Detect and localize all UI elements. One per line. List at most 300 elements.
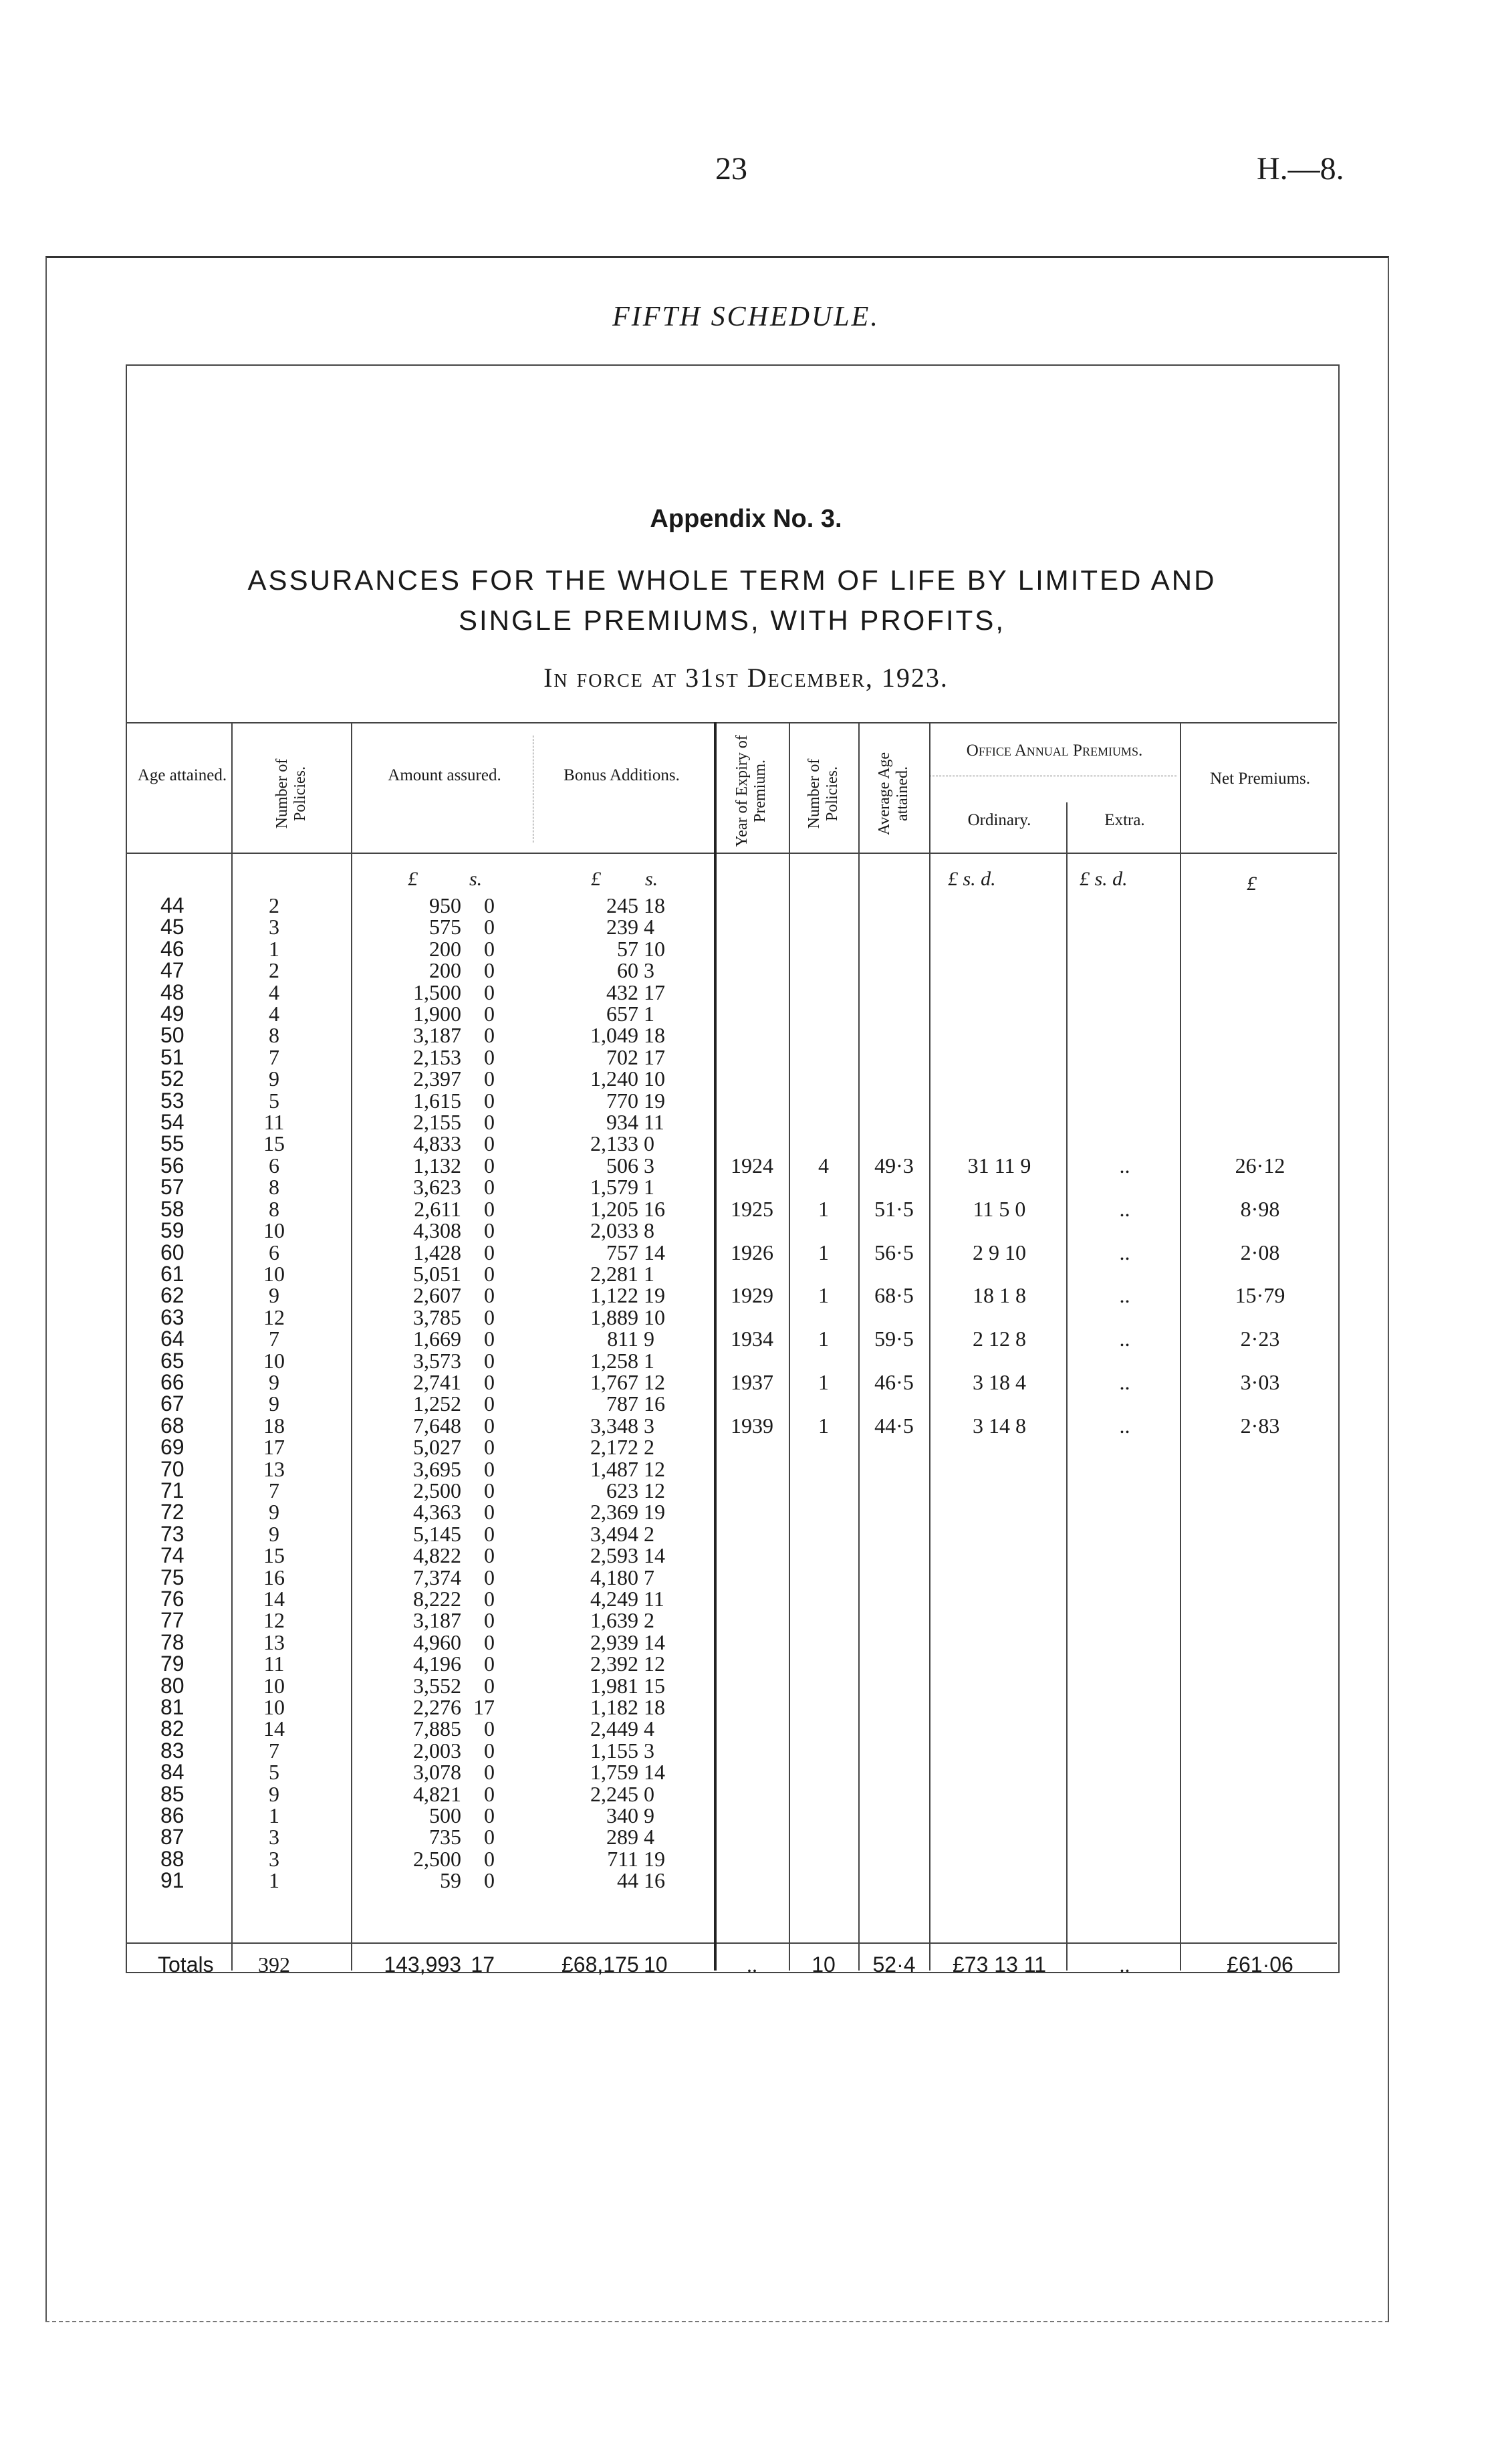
amount-cell: 3,187 [413, 1608, 461, 1633]
table-row [0, 1761, 1492, 1783]
table-row [0, 1825, 1492, 1850]
year-expiry-cell: 1925 [731, 1196, 773, 1221]
bonus-shillings-cell: 1 [644, 1175, 654, 1200]
amount-cell: 4,821 [413, 1781, 461, 1806]
policies-cell: 1 [818, 1283, 829, 1308]
amount-cell: 2,611 [414, 1196, 461, 1221]
bonus-shillings-cell: 1 [644, 1348, 654, 1373]
unit-net: £ [1247, 873, 1257, 895]
bonus-shillings-cell: 16 [644, 1868, 665, 1893]
num-policies-cell: 11 [263, 1110, 285, 1135]
amount-shillings-cell: 0 [484, 1846, 495, 1871]
totals-year: .. [747, 1952, 757, 1977]
bonus-cell: 2,281 [590, 1261, 638, 1286]
num-policies-cell: 10 [263, 1695, 285, 1720]
age-cell: 81 [160, 1695, 184, 1720]
amount-cell: 5,145 [413, 1521, 461, 1546]
amount-cell: 735 [429, 1825, 461, 1850]
appendix-heading: Appendix No. 3. [650, 505, 842, 533]
amount-cell: 1,132 [413, 1153, 461, 1178]
num-policies-cell: 9 [269, 1521, 279, 1546]
num-policies-cell: 8 [269, 1175, 279, 1200]
avg-age-cell: 49·3 [874, 1153, 914, 1178]
age-cell: 78 [160, 1630, 184, 1654]
bonus-cell: 4,180 [590, 1565, 638, 1589]
table-row [0, 1307, 1492, 1328]
amount-cell: 2,153 [413, 1044, 461, 1069]
bonus-cell: 289 [606, 1825, 638, 1850]
amount-shillings-cell: 0 [484, 1435, 495, 1460]
age-cell: 55 [160, 1131, 184, 1156]
table-row [0, 1242, 1492, 1263]
amount-cell: 1,900 [413, 1002, 461, 1026]
table-row [0, 960, 1492, 981]
age-cell: 88 [160, 1846, 184, 1871]
age-cell: 82 [160, 1716, 184, 1741]
bonus-shillings-cell: 11 [644, 1587, 664, 1611]
amount-cell: 3,552 [413, 1673, 461, 1698]
totals-net: £61·06 [1227, 1952, 1293, 1977]
totals-policies: 10 [812, 1952, 836, 1977]
bonus-shillings-cell: 18 [644, 1023, 665, 1048]
bonus-shillings-cell: 17 [644, 980, 665, 1004]
num-policies-cell: 4 [269, 980, 279, 1004]
table-row [0, 916, 1492, 937]
bonus-cell: 1,981 [590, 1673, 638, 1698]
num-policies-cell: 5 [269, 1088, 279, 1113]
age-cell: 54 [160, 1110, 184, 1135]
num-policies-cell: 1 [269, 936, 279, 961]
amount-shillings-cell: 0 [484, 1781, 495, 1806]
bonus-shillings-cell: 14 [644, 1630, 665, 1654]
header-ordinary: Ordinary. [967, 811, 1031, 829]
amount-shillings-cell: 0 [484, 1456, 495, 1481]
bonus-cell: 934 [606, 1110, 638, 1135]
bonus-cell: 3,494 [590, 1521, 638, 1546]
net-premium-cell: 2·23 [1240, 1327, 1280, 1351]
amount-shillings-cell: 0 [484, 1521, 495, 1546]
bonus-cell: 2,245 [590, 1781, 638, 1806]
totals-amount-shillings: 17 [471, 1952, 495, 1977]
net-premium-cell: 2·08 [1240, 1240, 1280, 1264]
bonus-shillings-cell: 14 [644, 1543, 665, 1568]
bonus-shillings-cell: 19 [644, 1500, 665, 1525]
unit-extra: £ s. d. [1080, 868, 1128, 890]
age-cell: 74 [160, 1543, 184, 1568]
in-force-date: In force at 31st December, 1923. [543, 663, 949, 693]
table-row [0, 1024, 1492, 1046]
table-row [0, 1350, 1492, 1371]
year-expiry-cell: 1929 [731, 1283, 773, 1308]
amount-shillings-cell: 0 [484, 958, 495, 983]
table-row [0, 1133, 1492, 1154]
extra-premium-cell: .. [1119, 1240, 1130, 1264]
age-cell: 71 [160, 1478, 184, 1502]
bonus-shillings-cell: 7 [644, 1565, 654, 1589]
num-policies-cell: 18 [263, 1413, 285, 1438]
table-row [0, 1393, 1492, 1414]
bonus-cell: 1,487 [590, 1456, 638, 1481]
amount-shillings-cell: 0 [484, 1565, 495, 1589]
ordinary-premium-cell: 2 12 8 [973, 1327, 1026, 1351]
ordinary-premium-cell: 18 1 8 [973, 1283, 1026, 1308]
header-bonus: Bonus Additions. [564, 766, 680, 784]
table-row [0, 1198, 1492, 1220]
bonus-cell: 1,049 [590, 1023, 638, 1048]
year-expiry-cell: 1926 [731, 1240, 773, 1264]
bonus-shillings-cell: 1 [644, 1002, 654, 1026]
age-cell: 52 [160, 1067, 184, 1091]
amount-cell: 4,363 [413, 1500, 461, 1525]
header-net: Net Premiums. [1210, 770, 1310, 788]
bonus-shillings-cell: 10 [644, 1067, 665, 1091]
bonus-cell: 702 [606, 1044, 638, 1069]
age-cell: 79 [160, 1652, 184, 1676]
amount-cell: 3,623 [413, 1175, 461, 1200]
bonus-shillings-cell: 11 [644, 1110, 664, 1135]
bonus-shillings-cell: 12 [644, 1369, 665, 1394]
bonus-shillings-cell: 2 [644, 1521, 654, 1546]
bonus-cell: 1,182 [590, 1695, 638, 1720]
table-row [0, 1567, 1492, 1588]
amount-cell: 1,500 [413, 980, 461, 1004]
amount-shillings-cell: 0 [484, 1825, 495, 1850]
bonus-shillings-cell: 3 [644, 1413, 654, 1438]
bonus-cell: 1,155 [590, 1738, 638, 1763]
paper-reference: H.—8. [1257, 151, 1344, 187]
amount-cell: 1,252 [413, 1391, 461, 1416]
amount-shillings-cell: 0 [484, 936, 495, 961]
bonus-shillings-cell: 12 [644, 1456, 665, 1481]
num-policies-cell: 6 [269, 1153, 279, 1178]
bonus-shillings-cell: 4 [644, 1825, 654, 1850]
year-expiry-cell: 1924 [731, 1153, 773, 1178]
amount-shillings-cell: 0 [484, 1131, 495, 1156]
amount-shillings-cell: 0 [484, 1608, 495, 1633]
extra-premium-cell: .. [1119, 1413, 1130, 1438]
bonus-shillings-cell: 8 [644, 1218, 654, 1243]
ordinary-premium-cell: 31 11 9 [967, 1153, 1031, 1178]
amount-shillings-cell: 0 [484, 1543, 495, 1568]
table-row [0, 1783, 1492, 1805]
num-policies-cell: 3 [269, 1825, 279, 1850]
amount-cell: 3,187 [413, 1023, 461, 1048]
age-cell: 64 [160, 1327, 184, 1351]
age-cell: 72 [160, 1500, 184, 1525]
year-expiry-cell: 1934 [731, 1327, 773, 1351]
header-avg-age: Average Age attained. [876, 752, 911, 836]
num-policies-cell: 1 [269, 1868, 279, 1893]
table-row [0, 1545, 1492, 1566]
bonus-cell: 1,767 [590, 1369, 638, 1394]
policies-cell: 1 [818, 1369, 829, 1394]
amount-cell: 3,573 [413, 1348, 461, 1373]
bonus-cell: 340 [606, 1803, 638, 1828]
amount-shillings-cell: 0 [484, 915, 495, 939]
num-policies-cell: 5 [269, 1760, 279, 1785]
num-policies-cell: 9 [269, 1781, 279, 1806]
policies-cell: 1 [818, 1240, 829, 1264]
amount-cell: 200 [429, 936, 461, 961]
age-cell: 61 [160, 1261, 184, 1286]
amount-shillings-cell: 0 [484, 1305, 495, 1329]
amount-shillings-cell: 0 [484, 1153, 495, 1178]
avg-age-cell: 44·5 [874, 1413, 914, 1438]
amount-cell: 200 [429, 958, 461, 983]
bonus-shillings-cell: 0 [644, 1131, 654, 1156]
totals-row [0, 1952, 1492, 1979]
num-policies-cell: 9 [269, 1283, 279, 1308]
num-policies-cell: 11 [263, 1652, 285, 1676]
amount-shillings-cell: 0 [484, 1587, 495, 1611]
year-expiry-cell: 1937 [731, 1369, 773, 1394]
bonus-shillings-cell: 19 [644, 1283, 665, 1308]
amount-cell: 7,885 [413, 1716, 461, 1741]
num-policies-cell: 12 [263, 1608, 285, 1633]
age-cell: 84 [160, 1760, 184, 1785]
bonus-cell: 1,258 [590, 1348, 638, 1373]
amount-cell: 2,276 [413, 1695, 461, 1720]
num-policies-cell: 7 [269, 1738, 279, 1763]
bonus-cell: 623 [606, 1478, 638, 1502]
table-row [0, 1609, 1492, 1631]
age-cell: 62 [160, 1283, 184, 1308]
table-row [0, 1870, 1492, 1891]
bonus-cell: 1,579 [590, 1175, 638, 1200]
age-cell: 53 [160, 1088, 184, 1113]
table-row [0, 1805, 1492, 1826]
bonus-shillings-cell: 9 [644, 1327, 654, 1351]
bonus-cell: 4,249 [590, 1587, 638, 1611]
unit-amount-pounds: £ [408, 868, 418, 890]
age-cell: 65 [160, 1348, 184, 1373]
num-policies-cell: 2 [269, 893, 279, 917]
amount-cell: 8,222 [413, 1587, 461, 1611]
age-cell: 86 [160, 1803, 184, 1828]
bonus-cell: 1,889 [590, 1305, 638, 1329]
bonus-cell: 787 [606, 1391, 638, 1416]
table-row [0, 1090, 1492, 1111]
amount-shillings-cell: 0 [484, 1478, 495, 1502]
table-row [0, 1176, 1492, 1198]
amount-cell: 2,741 [413, 1369, 461, 1394]
amount-cell: 4,960 [413, 1630, 461, 1654]
bonus-cell: 1,639 [590, 1608, 638, 1633]
header-year-expiry: Year of Expiry of Premium. [733, 735, 769, 847]
table-row [0, 1675, 1492, 1696]
amount-shillings-cell: 0 [484, 1738, 495, 1763]
bonus-cell: 1,759 [590, 1760, 638, 1785]
bonus-shillings-cell: 3 [644, 1738, 654, 1763]
amount-shillings-cell: 0 [484, 1067, 495, 1091]
num-policies-cell: 3 [269, 915, 279, 939]
bonus-cell: 1,205 [590, 1196, 638, 1221]
bonus-cell: 44 [617, 1868, 638, 1893]
net-premium-cell: 2·83 [1240, 1413, 1280, 1438]
amount-cell: 4,822 [413, 1543, 461, 1568]
age-cell: 45 [160, 915, 184, 939]
num-policies-cell: 15 [263, 1131, 285, 1156]
age-cell: 48 [160, 980, 184, 1004]
header-num-policies-2: Number of Policies. [805, 758, 841, 829]
ordinary-premium-cell: 3 18 4 [973, 1369, 1026, 1394]
amount-shillings-cell: 0 [484, 1261, 495, 1286]
age-cell: 46 [160, 936, 184, 961]
table-row [0, 1155, 1492, 1176]
schedule-title: FIFTH SCHEDULE. [612, 302, 880, 332]
extra-premium-cell: .. [1119, 1283, 1130, 1308]
table-row [0, 1588, 1492, 1609]
amount-cell: 950 [429, 893, 461, 917]
amount-shillings-cell: 0 [484, 1327, 495, 1351]
amount-shillings-cell: 0 [484, 1044, 495, 1069]
table-row [0, 1436, 1492, 1458]
num-policies-cell: 15 [263, 1543, 285, 1568]
table-body [0, 895, 1492, 1892]
policies-cell: 1 [818, 1413, 829, 1438]
bonus-shillings-cell: 18 [644, 893, 665, 917]
extra-premium-cell: .. [1119, 1369, 1130, 1394]
amount-shillings-cell: 0 [484, 1240, 495, 1264]
extra-premium-cell: .. [1119, 1153, 1130, 1178]
bonus-cell: 239 [606, 915, 638, 939]
table-row [0, 1111, 1492, 1133]
age-cell: 66 [160, 1369, 184, 1394]
totals-amount: 143,993 [384, 1952, 461, 1977]
unit-bonus-pounds: £ [591, 868, 601, 890]
amount-cell: 2,500 [413, 1846, 461, 1871]
num-policies-cell: 14 [263, 1716, 285, 1741]
bonus-shillings-cell: 10 [644, 936, 665, 961]
num-policies-cell: 16 [263, 1565, 285, 1589]
bonus-cell: 506 [606, 1153, 638, 1178]
amount-cell: 1,428 [413, 1240, 461, 1264]
bonus-shillings-cell: 19 [644, 1846, 665, 1871]
age-cell: 80 [160, 1673, 184, 1698]
header-num-policies: Number of Policies. [273, 758, 309, 829]
table-row [0, 1220, 1492, 1241]
amount-cell: 1,615 [413, 1088, 461, 1113]
amount-cell: 1,669 [413, 1327, 461, 1351]
num-policies-cell: 7 [269, 1044, 279, 1069]
bonus-shillings-cell: 0 [644, 1781, 654, 1806]
unit-bonus-shillings: s. [645, 868, 658, 890]
bonus-shillings-cell: 14 [644, 1760, 665, 1785]
table-row [0, 1740, 1492, 1761]
age-cell: 91 [160, 1868, 184, 1893]
bonus-cell: 1,122 [590, 1283, 638, 1308]
amount-shillings-cell: 0 [484, 1196, 495, 1221]
num-policies-cell: 8 [269, 1196, 279, 1221]
age-cell: 60 [160, 1240, 184, 1264]
amount-shillings-cell: 0 [484, 1760, 495, 1785]
year-expiry-cell: 1939 [731, 1413, 773, 1438]
policies-cell: 1 [818, 1196, 829, 1221]
table-row [0, 1848, 1492, 1870]
table-row [0, 1632, 1492, 1653]
age-cell: 75 [160, 1565, 184, 1589]
amount-cell: 4,308 [413, 1218, 461, 1243]
num-policies-cell: 9 [269, 1500, 279, 1525]
num-policies-cell: 3 [269, 1846, 279, 1871]
bonus-shillings-cell: 2 [644, 1608, 654, 1633]
age-cell: 67 [160, 1391, 184, 1416]
amount-cell: 7,648 [413, 1413, 461, 1438]
num-policies-cell: 9 [269, 1369, 279, 1394]
avg-age-cell: 59·5 [874, 1327, 914, 1351]
bonus-shillings-cell: 16 [644, 1196, 665, 1221]
header-age: Age attained. [137, 766, 227, 784]
num-policies-cell: 10 [263, 1348, 285, 1373]
amount-cell: 3,695 [413, 1456, 461, 1481]
bonus-cell: 757 [606, 1240, 638, 1264]
bonus-shillings-cell: 1 [644, 1261, 654, 1286]
title-line-2: SINGLE PREMIUMS, WITH PROFITS, [458, 604, 1006, 636]
amount-shillings-cell: 0 [484, 1868, 495, 1893]
age-cell: 47 [160, 958, 184, 983]
bonus-shillings-cell: 3 [644, 1153, 654, 1178]
table-row [0, 1046, 1492, 1068]
amount-shillings-cell: 0 [484, 1110, 495, 1135]
totals-label: Totals [158, 1952, 214, 1977]
amount-shillings-cell: 0 [484, 980, 495, 1004]
age-cell: 56 [160, 1153, 184, 1178]
table-row [0, 1371, 1492, 1393]
bonus-cell: 2,392 [590, 1652, 638, 1676]
bonus-cell: 2,172 [590, 1435, 638, 1460]
age-cell: 68 [160, 1413, 184, 1438]
table-title [134, 560, 1330, 641]
amount-cell: 4,196 [413, 1652, 461, 1676]
num-policies-cell: 10 [263, 1218, 285, 1243]
num-policies-cell: 9 [269, 1391, 279, 1416]
bonus-shillings-cell: 3 [644, 958, 654, 983]
num-policies-cell: 17 [263, 1435, 285, 1460]
table-row [0, 895, 1492, 916]
age-cell: 57 [160, 1175, 184, 1200]
bonus-cell: 811 [607, 1327, 638, 1351]
amount-shillings-cell: 0 [484, 1218, 495, 1243]
bonus-shillings-cell: 9 [644, 1803, 654, 1828]
bonus-shillings-cell: 2 [644, 1435, 654, 1460]
age-cell: 59 [160, 1218, 184, 1243]
avg-age-cell: 51·5 [874, 1196, 914, 1221]
amount-shillings-cell: 0 [484, 1630, 495, 1654]
totals-rule [126, 1942, 1337, 1944]
table-row [0, 1501, 1492, 1523]
bonus-cell: 2,449 [590, 1716, 638, 1741]
age-cell: 69 [160, 1435, 184, 1460]
amount-shillings-cell: 0 [484, 1673, 495, 1698]
num-policies-cell: 6 [269, 1240, 279, 1264]
table-row [0, 1696, 1492, 1718]
num-policies-cell: 14 [263, 1587, 285, 1611]
amount-cell: 2,500 [413, 1478, 461, 1502]
amount-cell: 3,785 [413, 1305, 461, 1329]
net-premium-cell: 15·79 [1235, 1283, 1285, 1308]
totals-extra: .. [1119, 1952, 1130, 1977]
table-row [0, 938, 1492, 960]
avg-age-cell: 46·5 [874, 1369, 914, 1394]
amount-cell: 5,027 [413, 1435, 461, 1460]
table-row [0, 1480, 1492, 1501]
num-policies-cell: 10 [263, 1261, 285, 1286]
totals-bonus: £68,175 [562, 1952, 639, 1977]
age-cell: 63 [160, 1305, 184, 1329]
age-cell: 44 [160, 893, 184, 917]
header-office-premiums: Office Annual Premiums. [966, 742, 1143, 760]
amount-shillings-cell: 0 [484, 1283, 495, 1308]
